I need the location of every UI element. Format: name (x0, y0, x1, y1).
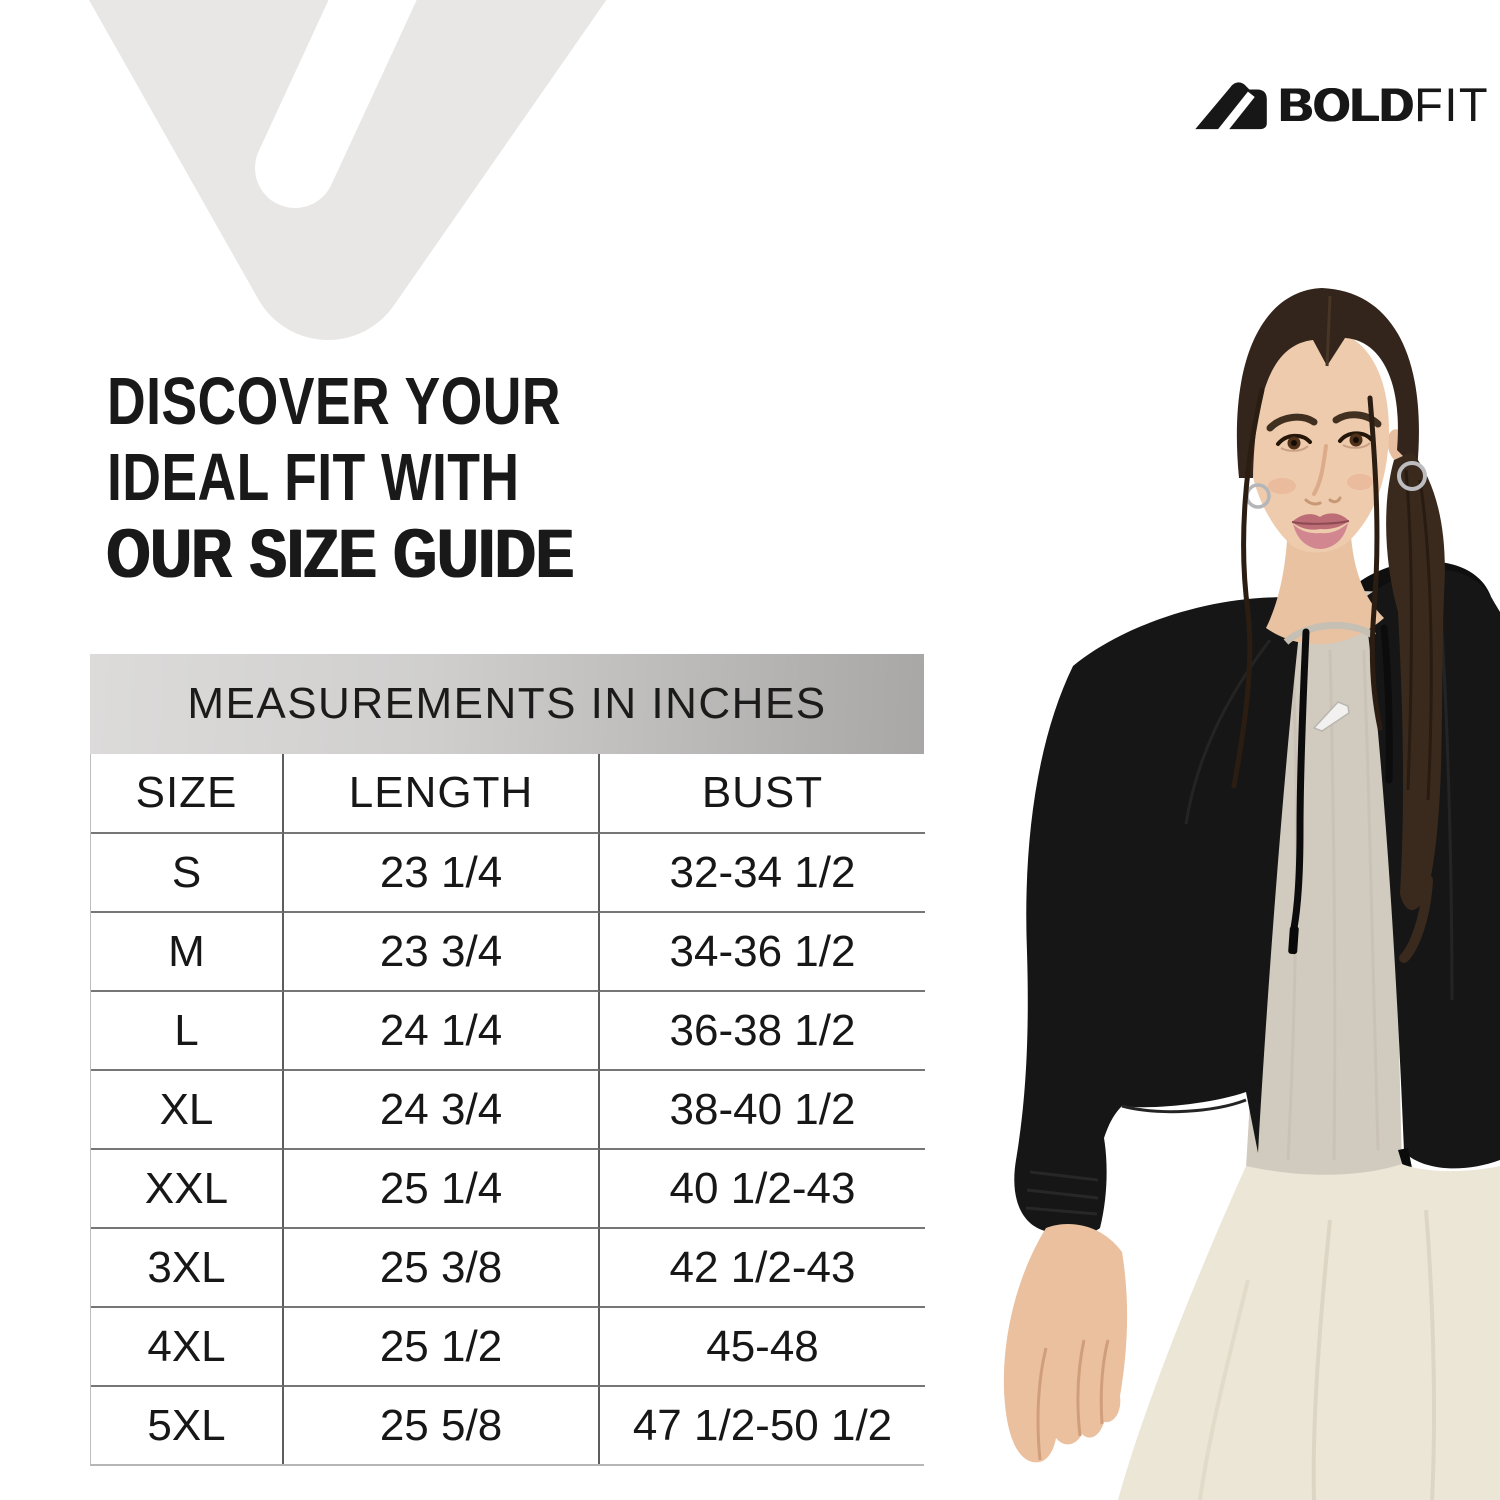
length-cell: 23 1/4 (284, 834, 600, 913)
size-cell: 3XL (91, 1229, 284, 1308)
model-photo (980, 285, 1500, 1500)
joggers (1118, 1164, 1500, 1500)
length-cell: 24 1/4 (284, 992, 600, 1071)
bust-cell: 42 1/2-43 (600, 1229, 925, 1308)
bust-cell: 45-48 (600, 1308, 925, 1387)
length-cell: 23 3/4 (284, 913, 600, 992)
size-table (90, 654, 924, 1466)
size-table-title: MEASUREMENTS IN INCHES (187, 679, 827, 728)
page-title (107, 364, 575, 592)
length-cell: 24 3/4 (284, 1071, 600, 1150)
column-header-length: LENGTH (284, 754, 600, 834)
bust-cell: 47 1/2-50 1/2 (600, 1387, 925, 1464)
heading-line-3: OUR SIZE GUIDE (107, 515, 575, 592)
bust-cell: 34-36 1/2 (600, 913, 925, 992)
size-cell: XL (91, 1071, 284, 1150)
size-table-grid (90, 754, 924, 1466)
bust-cell: 40 1/2-43 (600, 1150, 925, 1229)
size-cell: XXL (91, 1150, 284, 1229)
boldfit-logo (1193, 72, 1489, 136)
size-cell: S (91, 834, 284, 913)
length-cell: 25 1/4 (284, 1150, 600, 1229)
length-cell: 25 3/8 (284, 1229, 600, 1308)
bust-cell: 38-40 1/2 (600, 1071, 925, 1150)
boldfit-triangle-icon (1193, 75, 1271, 133)
size-cell: M (91, 913, 284, 992)
logo-text-bold: BOLD (1279, 77, 1415, 131)
boldfit-logo-text (1279, 77, 1490, 131)
heading-line-2: IDEAL FIT WITH (107, 440, 520, 515)
size-table-title-bar (90, 654, 924, 754)
logo-text-fit: FIT (1414, 77, 1490, 131)
column-header-size: SIZE (91, 754, 284, 834)
length-cell: 25 5/8 (284, 1387, 600, 1464)
column-header-bust: BUST (600, 754, 925, 834)
length-cell: 25 1/2 (284, 1308, 600, 1387)
size-cell: L (91, 992, 284, 1071)
heading-line-1: DISCOVER YOUR (107, 364, 561, 439)
size-cell: 5XL (91, 1387, 284, 1464)
size-cell: 4XL (91, 1308, 284, 1387)
bust-cell: 36-38 1/2 (600, 992, 925, 1071)
bust-cell: 32-34 1/2 (600, 834, 925, 913)
